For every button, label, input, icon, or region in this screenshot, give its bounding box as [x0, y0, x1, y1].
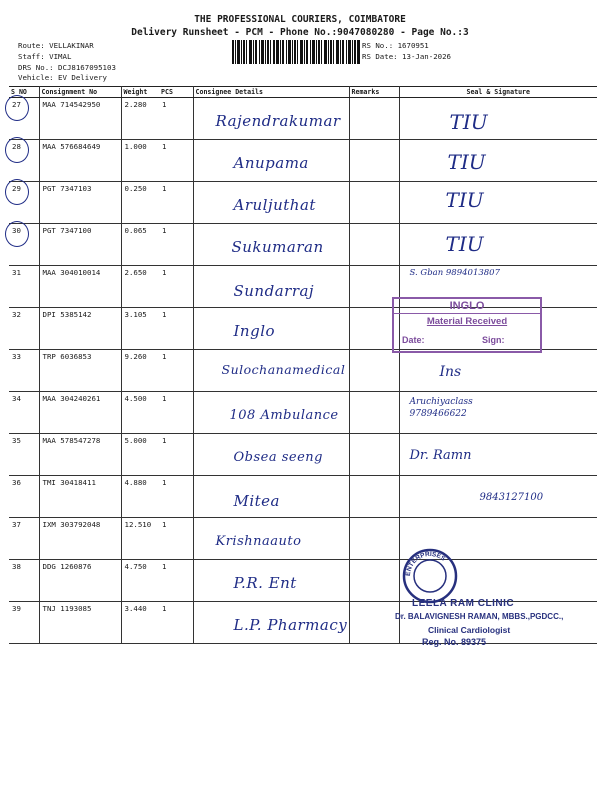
rs-date: RS Date: 13-Jan-2026 [362, 52, 451, 61]
row-pcs: 1 [159, 560, 193, 602]
row-sno: 30 [9, 224, 39, 266]
row-weight: 4.500 [121, 392, 159, 434]
signature: TIU [445, 232, 484, 256]
row-pcs: 1 [159, 476, 193, 518]
consignee-handwriting: Aruljuthat [233, 196, 316, 214]
signature: Dr. Ramn [409, 448, 472, 463]
row-consignee [193, 434, 349, 476]
row-remarks [349, 560, 399, 602]
stamp-date: Date: [402, 335, 425, 345]
check-circle [5, 95, 29, 121]
row-consignee [193, 98, 349, 140]
row-consignment: TMI 30418411 [39, 476, 121, 518]
row-sno: 34 [9, 392, 39, 434]
table-row [9, 476, 597, 518]
signature: S. Gban 9894013807 [409, 268, 500, 278]
signature: TIU [449, 110, 488, 134]
col-sno: S NO [9, 87, 39, 98]
table-row [9, 98, 597, 140]
row-consignee [193, 308, 349, 350]
row-consignee [193, 560, 349, 602]
row-weight: 3.105 [121, 308, 159, 350]
check-circle [5, 221, 29, 247]
row-consignment: TNJ 1193085 [39, 602, 121, 644]
table-row [9, 392, 597, 434]
reg-number: Reg. No. 89375 [422, 637, 487, 647]
row-sno: 33 [9, 350, 39, 392]
runsheet-title: Delivery Runsheet - PCM - Phone No.:9047080280 - Page No.:3 [131, 27, 469, 38]
table-row [9, 224, 597, 266]
row-consignee [193, 224, 349, 266]
consignee-handwriting: Rajendrakumar [215, 112, 341, 130]
signature: TIU [445, 188, 484, 212]
row-weight: 3.440 [121, 602, 159, 644]
row-remarks [349, 98, 399, 140]
col-pcs: PCS [159, 87, 193, 98]
material-received-stamp [392, 297, 542, 353]
row-signature [399, 350, 597, 392]
row-remarks [349, 350, 399, 392]
table-row [9, 560, 597, 602]
row-sno: 32 [9, 308, 39, 350]
row-pcs: 1 [159, 392, 193, 434]
row-signature [399, 392, 597, 434]
stamp-company: INGLO [394, 299, 540, 314]
row-consignment: MAA 714542950 [39, 98, 121, 140]
row-pcs: 1 [159, 350, 193, 392]
staff-label: Staff: VIMAL [18, 52, 72, 61]
row-signature [399, 182, 597, 224]
row-consignee [193, 476, 349, 518]
table-row [9, 140, 597, 182]
row-consignee [193, 518, 349, 560]
rs-number: RS No.: 1670951 [362, 41, 429, 50]
consignee-handwriting: Mitea [233, 492, 281, 510]
col-weight: Weight [121, 87, 159, 98]
row-remarks [349, 602, 399, 644]
row-weight: 4.750 [121, 560, 159, 602]
row-pcs: 1 [159, 602, 193, 644]
row-consignment: PGT 7347100 [39, 224, 121, 266]
consignee-handwriting: Sulochanamedical [221, 362, 346, 377]
row-consignment: DPI 5385142 [39, 308, 121, 350]
row-sno: 31 [9, 266, 39, 308]
row-sno: 35 [9, 434, 39, 476]
row-remarks [349, 434, 399, 476]
row-pcs: 1 [159, 308, 193, 350]
seal-ring-text: ENTERPRISES [404, 550, 447, 577]
table-row [9, 518, 597, 560]
row-consignment: DDG 1260876 [39, 560, 121, 602]
row-sno: 39 [9, 602, 39, 644]
row-remarks [349, 182, 399, 224]
row-sno: 36 [9, 476, 39, 518]
signature: Ins [439, 364, 462, 380]
doctor-name: Dr. BALAVIGNESH RAMAN, MBBS.,PGDCC., [395, 612, 564, 621]
drs-label: DRS No.: DCJ8167095103 [18, 63, 116, 72]
consignee-handwriting: L.P. Pharmacy [233, 616, 348, 634]
row-weight: 4.880 [121, 476, 159, 518]
stamp-sign: Sign: [482, 335, 505, 345]
signature: TIU [447, 150, 486, 174]
row-pcs: 1 [159, 434, 193, 476]
check-circle [5, 137, 29, 163]
row-consignment: MAA 304240261 [39, 392, 121, 434]
row-consignee [193, 392, 349, 434]
row-remarks [349, 476, 399, 518]
row-weight: 5.000 [121, 434, 159, 476]
row-signature [399, 434, 597, 476]
consignee-handwriting: Anupama [233, 154, 309, 172]
row-sno: 27 [9, 98, 39, 140]
barcode [232, 40, 360, 64]
row-remarks [349, 518, 399, 560]
row-consignee [193, 602, 349, 644]
col-remarks: Remarks [349, 87, 399, 98]
row-remarks [349, 224, 399, 266]
consignee-handwriting: Inglo [233, 322, 276, 340]
col-consignee: Consignee Details [193, 87, 349, 98]
consignee-handwriting: Obsea seeng [233, 450, 323, 465]
row-consignment: MAA 304010014 [39, 266, 121, 308]
row-pcs: 1 [159, 182, 193, 224]
row-weight: 0.250 [121, 182, 159, 224]
consignee-handwriting: 108 Ambulance [229, 408, 339, 423]
row-sno: 38 [9, 560, 39, 602]
table-row [9, 350, 597, 392]
row-weight: 9.260 [121, 350, 159, 392]
signature: Aruchiyaclass 9789466622 [409, 397, 473, 419]
route-label: Route: VELLAKINAR [18, 41, 94, 50]
row-weight: 12.510 [121, 518, 159, 560]
signature: 9843127100 [479, 492, 544, 503]
consignee-handwriting: P.R. Ent [233, 574, 297, 592]
table-header [9, 87, 597, 98]
row-signature [399, 140, 597, 182]
clinic-round-seal [402, 548, 458, 604]
vehicle-label: Vehicle: EV Delivery [18, 73, 107, 82]
consignee-handwriting: Sundarraj [233, 282, 315, 300]
table-row [9, 182, 597, 224]
row-weight: 2.650 [121, 266, 159, 308]
row-signature [399, 476, 597, 518]
row-pcs: 1 [159, 518, 193, 560]
row-consignee [193, 266, 349, 308]
company-title: THE PROFESSIONAL COURIERS, COIMBATORE [194, 14, 406, 25]
stamp-received: Material Received [426, 316, 508, 327]
row-consignment: MAA 576684649 [39, 140, 121, 182]
row-remarks [349, 140, 399, 182]
consignee-handwriting: Krishnaauto [215, 534, 302, 549]
row-weight: 1.000 [121, 140, 159, 182]
row-sno: 29 [9, 182, 39, 224]
row-consignment: MAA 578547278 [39, 434, 121, 476]
row-weight: 0.065 [121, 224, 159, 266]
clinic-name: LEELA RAM CLINIC [412, 598, 515, 609]
row-sno: 37 [9, 518, 39, 560]
row-consignment: PGT 7347103 [39, 182, 121, 224]
row-pcs: 1 [159, 266, 193, 308]
row-sno: 28 [9, 140, 39, 182]
row-consignee [193, 182, 349, 224]
consignee-handwriting: Sukumaran [231, 238, 324, 256]
row-consignee [193, 350, 349, 392]
row-consignment: TRP 6036853 [39, 350, 121, 392]
row-signature [399, 224, 597, 266]
col-consignment: Consignment No [39, 87, 121, 98]
row-pcs: 1 [159, 98, 193, 140]
row-consignment: IXM 303792048 [39, 518, 121, 560]
col-signature: Seal & Signature [399, 87, 597, 98]
check-circle [5, 179, 29, 205]
row-weight: 2.280 [121, 98, 159, 140]
row-remarks [349, 392, 399, 434]
doctor-role: Clinical Cardiologist [428, 625, 511, 635]
row-pcs: 1 [159, 224, 193, 266]
runsheet-table [9, 86, 597, 644]
table-row [9, 434, 597, 476]
row-pcs: 1 [159, 140, 193, 182]
row-signature [399, 98, 597, 140]
row-consignee [193, 140, 349, 182]
